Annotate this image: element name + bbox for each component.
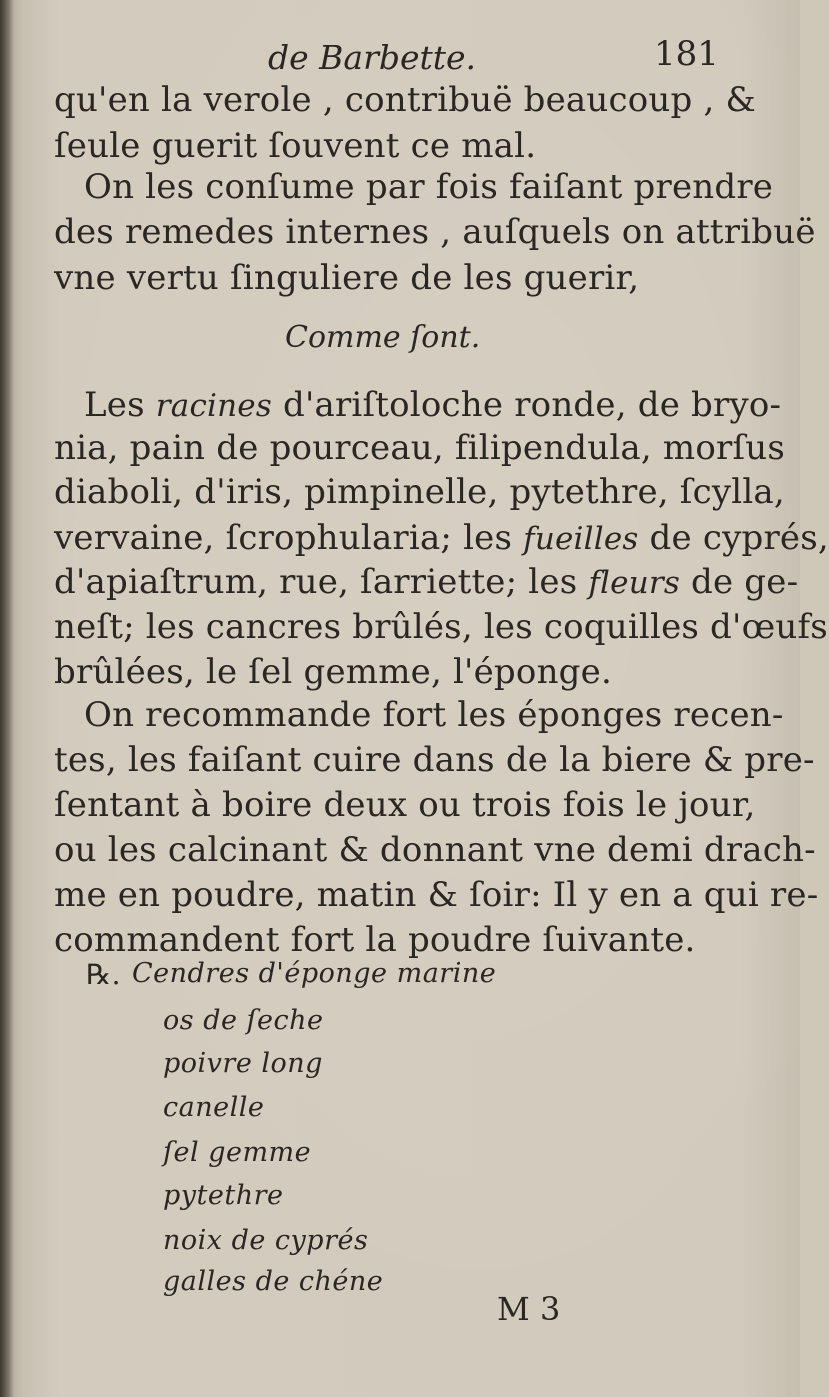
text-line: me en poudre, matin & ſoir: Il y en a qui re- bbox=[54, 875, 819, 915]
text-span: de ge- bbox=[680, 562, 799, 602]
text-line: vne vertu ſinguliere de les guerir, bbox=[54, 258, 640, 298]
text-line: On recommande fort les éponges recen- bbox=[84, 695, 784, 735]
text-line: On les conſume par fois faiſant prendre bbox=[84, 167, 774, 207]
text-span: vervaine, ſcrophularia; les bbox=[54, 518, 524, 558]
recipe-item: galles de chéne bbox=[163, 1266, 384, 1297]
recipe-item: Cendres d'éponge marine bbox=[132, 958, 497, 989]
text-span: de cyprés, bbox=[638, 518, 829, 558]
text-span: Les bbox=[84, 385, 156, 425]
recipe-symbol: ℞. bbox=[86, 958, 122, 991]
recipe-item: os de ſeche bbox=[163, 1005, 324, 1036]
text-line bbox=[84, 385, 781, 426]
emphasis-word: fueilles bbox=[523, 521, 639, 557]
text-line: qu'en la verole , contribuë beaucoup , & bbox=[54, 80, 756, 120]
section-heading: Comme ſont. bbox=[285, 320, 481, 355]
text-line: commandent fort la poudre ſuivante. bbox=[54, 920, 696, 960]
recipe-item: poivre long bbox=[163, 1048, 323, 1079]
recipe-item: noix de cyprés bbox=[163, 1225, 369, 1256]
recipe-item: pytethre bbox=[163, 1180, 284, 1211]
book-gutter bbox=[0, 0, 14, 1397]
text-line: nia, pain de pourceau, filipendula, morſus bbox=[54, 428, 785, 468]
text-line: des remedes internes , auſquels on attribuë bbox=[54, 212, 816, 252]
text-span: d'apiaſtrum, rue, ſarriette; les bbox=[54, 562, 589, 602]
text-line bbox=[54, 518, 829, 559]
text-line: ſentant à boire deux ou trois fois le jour, bbox=[54, 785, 756, 825]
recipe-item: canelle bbox=[163, 1092, 265, 1123]
text-line bbox=[54, 562, 798, 603]
text-line: brûlées, le ſel gemme, l'éponge. bbox=[54, 652, 612, 692]
text-span: d'ariſtoloche ronde, de bryo- bbox=[271, 385, 782, 425]
emphasis-word: racines bbox=[155, 388, 272, 424]
signature-mark: M 3 bbox=[497, 1290, 561, 1328]
text-line: ſeule guerit ſouvent ce mal. bbox=[54, 126, 537, 166]
emphasis-word: fleurs bbox=[588, 565, 680, 601]
text-line: neſt; les cancres brûlés, les coquilles d'œufs bbox=[54, 607, 828, 647]
recipe-item: ſel gemme bbox=[163, 1137, 312, 1168]
running-header-title: de Barbette. bbox=[268, 38, 477, 77]
text-line: diaboli, d'iris, pimpinelle, pytethre, ſcylla, bbox=[54, 472, 785, 512]
text-line: tes, les faiſant cuire dans de la biere & pre- bbox=[54, 740, 815, 780]
text-line: ou les calcinant & donnant vne demi drach- bbox=[54, 830, 816, 870]
page-number: 181 bbox=[654, 34, 719, 74]
